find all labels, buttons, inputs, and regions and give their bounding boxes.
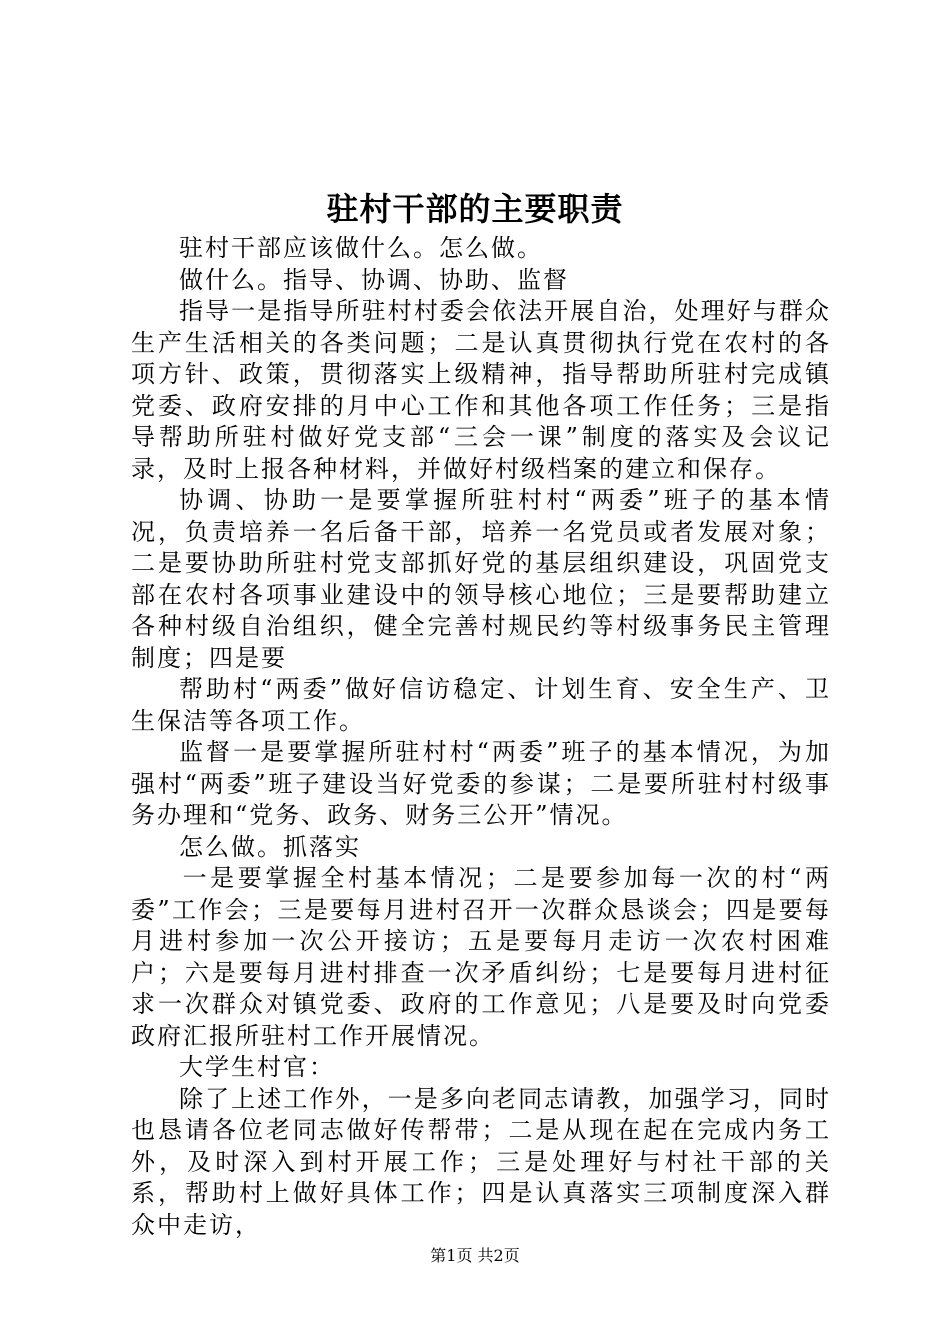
paragraph-intro: 驻村干部应该做什么。怎么做。 [179, 234, 543, 262]
paragraph-implementation: 一是要掌握全村基本情况；二是要参加每一次的村“两委”工作会；三是要每月进村召开一次群众恳谈会；四是要每月进村参加一次公开接访；五是要每月走访一次农村困难户；六是要每月进村排查一次矛盾纠纷；七是要每月进村征求一次群众对镇党委、政府的工作意见；八是要及时向党委政府汇报所驻村工作开展情况。 [131, 864, 831, 1050]
paragraph-supervision: 监督一是要掌握所驻村村“两委”班子的基本情况，为加强村“两委”班子建设当好党委的参谋；二是要所驻村村级事务办理和“党务、政务、财务三公开”情况。 [131, 738, 831, 829]
document-body [131, 233, 831, 1241]
paragraph-how-to-do: 怎么做。抓落实 [179, 832, 361, 861]
page-footer: 第1页 共2页 [430, 1246, 520, 1265]
paragraph-coordination-continued: 帮助村“两委”做好信访稳定、计划生育、安全生产、卫生保洁等各项工作。 [131, 675, 831, 735]
document-title: 驻村干部的主要职责 [326, 190, 624, 228]
paragraph-coordination: 协调、协助一是要掌握所驻村村“两委”班子的基本情况，负责培养一名后备干部，培养一名党员或者发展对象；二是要协助所驻村党支部抓好党的基层组织建设，巩固党支部在农村各项事业建设中的领导核心地位；三是要帮助建立各种村级自治组织，健全完善村规民约等村级事务民主管理制度；四是要 [131, 486, 831, 672]
paragraph-college-village-official: 大学生村官： [179, 1053, 335, 1081]
paragraph-college-official-duties: 除了上述工作外，一是多向老同志请教，加强学习，同时也恳请各位老同志做好传帮带；二是从现在起在完成内务工外，及时深入到村开展工作；三是处理好与村社干部的关系，帮助村上做好具体工作；四是认真落实三项制度深入群众中走访， [131, 1084, 831, 1239]
paragraph-what-to-do: 做什么。指导、协调、协助、监督 [179, 265, 569, 294]
paragraph-guidance: 指导一是指导所驻村村委会依法开展自治，处理好与群众生产生活相关的各类问题；二是认真贯彻执行党在农村的各项方针、政策，贯彻落实上级精神，指导帮助所驻村完成镇党委、政府安排的月中心工作和其他各项工作任务；三是指导帮助所驻村做好党支部“三会一课”制度的落实及会议记录，及时上报各种材料，并做好村级档案的建立和保存。 [131, 297, 831, 483]
